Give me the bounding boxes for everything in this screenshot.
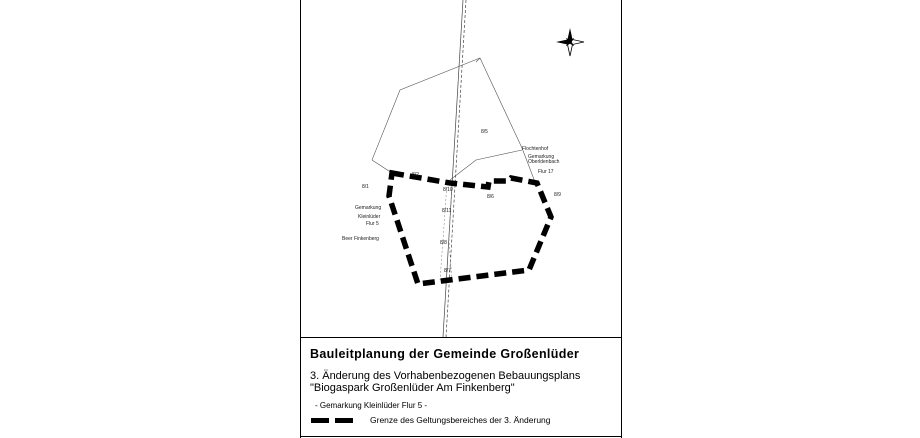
parcel-label: 8/5 [481, 129, 488, 135]
map-divider [300, 337, 622, 338]
parcel-label: 8/8 [440, 240, 447, 246]
plan-subtitle-line1: 3. Änderung des Vorhabenbezogenen Bebauungsplans [310, 370, 581, 382]
parcel-labels [342, 129, 561, 274]
north-arrow-icon [556, 28, 584, 56]
gemarkung-note: - Gemarkung Kleinlüder Flur 5 - [315, 401, 428, 410]
parcel-label: Flur 5 [366, 221, 379, 227]
parcel-label: Flochtenhof [522, 146, 549, 152]
scope-boundary [389, 173, 551, 284]
road-line [443, 0, 466, 337]
plan-title: Bauleitplanung der Gemeinde Großenlüder [310, 347, 580, 361]
legend-boundary-swatch [311, 418, 355, 423]
parcel-label: 8/7 [444, 268, 451, 274]
parcel-label: Beer Finkenberg [342, 236, 379, 242]
sheet-bottom-border [300, 436, 622, 437]
parcel-label: 8/2 [412, 172, 419, 178]
parcel-label: 8/10 [443, 187, 453, 193]
parcel-label: 8/6 [487, 194, 494, 200]
parcel-label: Gemarkung [528, 154, 555, 160]
parcel-label: Kleinlüder [358, 214, 381, 220]
parcel-label: Gemarkung [355, 205, 382, 211]
legend-label: Grenze des Geltungsbereiches der 3. Änderung [370, 415, 551, 425]
parcel-label: Flur 17 [538, 169, 554, 175]
parcel-label: 8/9 [554, 192, 561, 198]
plan-subtitle-line2: "Biogaspark Großenlüder Am Finkenberg" [310, 382, 515, 394]
parcel-line-west [372, 160, 392, 173]
parcel-label: 8/11 [442, 208, 452, 214]
parcel-label: Oberldenbach [528, 159, 560, 165]
parcel-label: 8/1 [362, 184, 369, 190]
